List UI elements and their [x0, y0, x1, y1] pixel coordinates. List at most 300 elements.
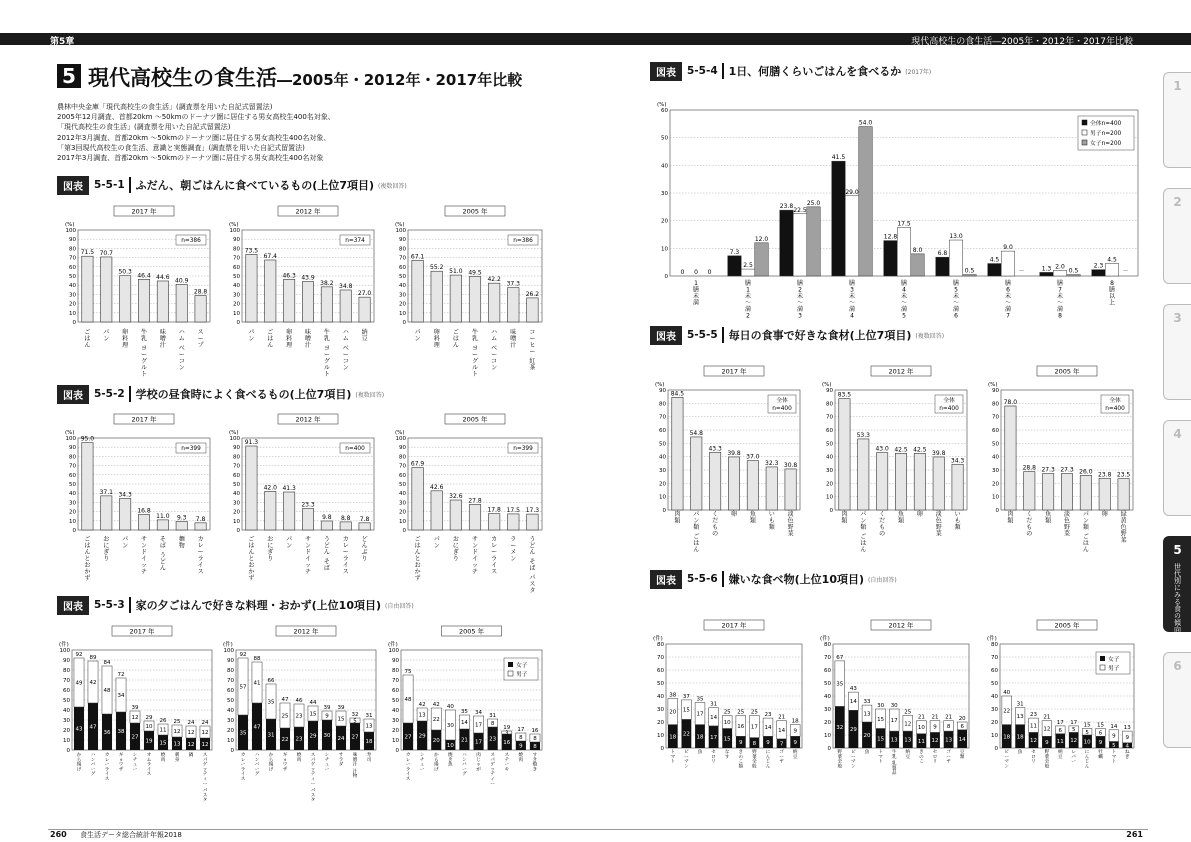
data-label-total: 17 [517, 727, 525, 733]
data-label-female: 9 [1098, 740, 1103, 747]
category-label: ー [510, 542, 517, 550]
y-tick-label: 60 [399, 264, 406, 271]
category-label: セ [711, 750, 716, 755]
category-label: 司 [366, 757, 372, 763]
category-label: チ [419, 757, 425, 763]
category-label: 類 [768, 524, 775, 531]
category-label: ン [471, 542, 479, 550]
data-label-female: 23 [489, 736, 497, 743]
y-tick-label: 80 [991, 642, 998, 648]
category-label: ー [405, 762, 411, 768]
data-label-total: 26 [159, 718, 167, 724]
bar-total [1092, 270, 1106, 276]
category-label: カ [405, 753, 411, 758]
y-tick-label: 90 [826, 388, 833, 394]
data-label-male: 15 [337, 716, 345, 723]
data-label: 44.6 [156, 273, 170, 281]
category-label: パ [103, 329, 110, 336]
category-label: ン [304, 542, 312, 550]
category-label: ー [462, 767, 467, 773]
category-label: 3 [850, 286, 854, 294]
category-label: ら [76, 757, 82, 763]
data-label: 43.3 [708, 445, 722, 453]
y-tick-label: 40 [392, 708, 399, 714]
y-tick-label: 50 [659, 441, 666, 448]
y-tick-label: 20 [824, 720, 831, 726]
bar [82, 256, 93, 322]
y-axis-unit: (件) [59, 642, 69, 648]
data-label-total: 21 [945, 714, 953, 721]
y-tick-label: 0 [402, 528, 406, 534]
category-label: ー [851, 754, 856, 760]
bar [450, 275, 461, 322]
data-label-total: 92 [239, 652, 247, 658]
data-label: 12.8 [883, 233, 898, 241]
legend-swatch [1082, 120, 1087, 125]
data-label-female: 9 [766, 740, 770, 747]
category-label: も [954, 517, 961, 525]
y-tick-label: 60 [661, 108, 668, 114]
category-label: ～ [848, 299, 856, 307]
title-sub: ―2005年・2012年・2017年比較 [277, 71, 523, 89]
side-tab-5[interactable] [1163, 536, 1191, 632]
page-number-right: 261 [1126, 830, 1143, 839]
n-label: n=400 [1105, 406, 1125, 412]
y-tick-label: 30 [233, 292, 240, 299]
data-label-total: 24 [187, 720, 195, 726]
side-tab-5-text: 世代別にみる食の傾向 [1173, 563, 1182, 633]
fig-title: 毎日の食事で好きな食材(上位7項目) [728, 329, 912, 342]
data-label: 0 [694, 269, 698, 276]
category-label: パ [433, 536, 440, 543]
data-label-male: 48 [404, 697, 412, 703]
y-tick-label: 0 [236, 528, 240, 534]
fig-note: (2017年) [905, 68, 932, 76]
category-label: 未 [744, 293, 752, 300]
data-label-female: 12 [1030, 738, 1037, 745]
category-label: ッ [490, 767, 495, 773]
category-label: 6 [954, 312, 958, 320]
intro-line: 農林中央金庫「現代高校生の食生活」(調査票を用いた自記式留置法) [57, 103, 273, 111]
data-label-male: 22 [1003, 708, 1011, 715]
bar [321, 287, 332, 322]
category-label: ー [779, 754, 784, 760]
category-label: ー [90, 767, 96, 773]
category-label: ん [1082, 546, 1089, 554]
category-label: じ [765, 759, 771, 765]
category-label: ハ [178, 329, 185, 336]
y-tick-label: 40 [399, 491, 406, 498]
data-label-total: 31 [365, 713, 373, 719]
category-label: ウ [282, 762, 288, 768]
category-label: 1 [694, 280, 698, 287]
category-label: ト [140, 371, 148, 378]
data-label-female: 12 [187, 742, 195, 748]
y-tick-label: 50 [824, 681, 831, 687]
category-label: 未 [848, 293, 856, 300]
data-label-total: 40 [446, 704, 454, 710]
category-label: だ [712, 517, 719, 525]
category-label: 4 [850, 312, 854, 320]
category-label: ー [104, 762, 110, 768]
category-label: 乳 [140, 335, 148, 343]
y-tick-label: 70 [399, 255, 406, 262]
bar [508, 514, 519, 530]
category-label: ぎ [1124, 754, 1130, 760]
category-label: も [879, 524, 886, 531]
category-label: マ [851, 759, 856, 765]
category-label: ン [1082, 517, 1089, 525]
y-axis-unit: (%) [655, 382, 665, 388]
data-label: 42.2 [487, 276, 501, 284]
category-label: お [103, 536, 110, 543]
data-label-female: 32 [836, 725, 844, 732]
category-label: 乳 [323, 335, 330, 343]
category-label: ら [268, 757, 274, 763]
category-label: 類 [1082, 524, 1089, 531]
category-label: 全 [752, 759, 757, 765]
y-tick-label: 10 [399, 310, 406, 317]
category-label: サ [304, 536, 312, 543]
legend-label: 男子 [1108, 666, 1120, 672]
category-label: 野 [787, 524, 794, 531]
data-label-male: 12 [1043, 726, 1051, 733]
category-label: リ [1031, 759, 1036, 765]
bar [527, 298, 538, 322]
category-label: い [768, 511, 775, 518]
category-label: 5 [954, 286, 958, 294]
data-label-male: 8 [519, 735, 523, 741]
category-label: 豆 [1057, 754, 1063, 760]
y-tick-label: 40 [227, 708, 234, 714]
category-label: ご [1082, 533, 1089, 541]
category-label: 菜 [787, 530, 794, 538]
data-label-female: 21 [460, 737, 468, 744]
data-label: 27.0 [357, 290, 372, 298]
category-label: ィ [310, 777, 316, 782]
data-label: 2.0 [1055, 263, 1065, 271]
category-label: く [712, 511, 719, 518]
category-label: 般 [837, 764, 843, 770]
category-label: 黄 [1120, 517, 1127, 525]
category-label: パ [693, 511, 700, 518]
category-label: 納 [361, 329, 368, 336]
category-label: ー [504, 762, 510, 768]
fig-number: 5-5-4 [687, 65, 718, 77]
category-label: ん [361, 542, 368, 550]
category-label: ン [286, 542, 293, 550]
category-label: シ [419, 753, 425, 758]
category-label: 牡 [1098, 750, 1103, 755]
category-label: と [84, 555, 91, 563]
category-label: お [267, 536, 274, 543]
category-label: ン [684, 764, 689, 770]
side-tab-1[interactable]: 1 [1163, 72, 1191, 168]
y-tick-label: 10 [69, 518, 76, 525]
category-label: 色 [935, 517, 942, 525]
category-label: ご [414, 536, 421, 543]
data-label: 9.3 [176, 514, 187, 522]
category-label: だ [1026, 517, 1033, 525]
category-label: パ [248, 329, 255, 336]
data-label-male: 15 [309, 711, 317, 718]
data-label-male: 49 [75, 680, 83, 687]
category-label: 5 [902, 312, 906, 320]
data-label: 4.5 [989, 256, 1000, 264]
data-label: 42.6 [430, 483, 444, 491]
category-label: ス [490, 753, 495, 758]
data-label-total: 35 [696, 696, 704, 703]
y-tick-label: 30 [227, 718, 234, 724]
legend-label: 女子 [516, 663, 528, 669]
data-label-female: 29 [418, 733, 426, 740]
category-label: の [879, 530, 886, 538]
legend-swatch-female [1100, 656, 1105, 661]
side-tab-4[interactable]: 4 [1163, 420, 1191, 516]
category-label: ピ [684, 750, 689, 755]
y-tick-label: 80 [392, 668, 399, 674]
category-label: 野 [1120, 530, 1127, 538]
bar-total [1040, 272, 1054, 276]
data-label: 42.5 [913, 446, 927, 454]
category-label: 菜 [1120, 537, 1127, 544]
y-tick-label: 70 [69, 255, 76, 262]
category-label: ベ [178, 345, 185, 352]
category-label: ば [323, 565, 330, 572]
category-label: リ [711, 759, 716, 765]
data-label-male: 14 [778, 727, 786, 734]
y-tick-label: 50 [233, 482, 240, 488]
bar-male [741, 269, 755, 276]
category-label: ン [462, 757, 467, 763]
side-tab-5-num: 5 [1173, 543, 1182, 557]
data-label-total: 38 [669, 692, 677, 699]
category-label: 製 [891, 766, 897, 772]
data-label-female: 30 [323, 733, 331, 739]
category-label: 焼 [448, 753, 453, 758]
y-tick-label: 100 [229, 228, 240, 234]
category-label: 鍋 [188, 753, 194, 758]
category-label: か [414, 568, 421, 576]
data-label-male: 14 [460, 720, 468, 726]
category-label: に [267, 542, 274, 550]
y-tick-label: 60 [69, 472, 76, 479]
category-label: 野 [1044, 750, 1050, 755]
panel-year-label: 2012 年 [293, 627, 319, 636]
data-label: 13.0 [949, 233, 963, 241]
data-label: 25.0 [806, 199, 821, 207]
category-label: ら [433, 757, 439, 763]
category-label: こ [919, 759, 924, 765]
data-label-male: 8 [946, 723, 951, 730]
category-label: り [103, 555, 110, 563]
category-label: マ [1111, 754, 1117, 760]
fig-title: 1日、何膳くらいごはんを食べるか [728, 65, 902, 78]
category-label: ー [1004, 754, 1010, 760]
category-label: ぎ [452, 549, 459, 556]
category-label: ー [323, 351, 330, 359]
data-label: 46.3 [282, 272, 296, 280]
category-label: レ [342, 542, 349, 550]
category-label: 品 [891, 771, 897, 777]
category-label: 未 [900, 293, 908, 300]
side-tab-2[interactable]: 2 [1163, 188, 1191, 284]
category-label: の [712, 530, 719, 538]
y-tick-label: 80 [824, 642, 831, 648]
category-label: 野 [935, 524, 942, 531]
category-label: ム [178, 335, 185, 343]
category-label: ヨ [140, 345, 148, 352]
category-label: か [76, 753, 82, 758]
data-label-male: 42 [89, 680, 97, 686]
category-label: ラ [405, 767, 411, 773]
category-label: ド [304, 549, 312, 556]
data-label-female: 24 [337, 736, 345, 742]
data-label-male: 34 [117, 693, 125, 699]
category-label: は [414, 542, 421, 550]
category-label: ト [1111, 750, 1117, 755]
page-number-left: 260 [50, 830, 67, 839]
category-label: バ [1071, 754, 1077, 760]
category-label: ー [202, 781, 208, 787]
data-label-male: 13 [365, 723, 373, 730]
y-tick-label: 50 [661, 135, 668, 142]
category-label: ン [510, 555, 517, 563]
bar [431, 491, 442, 530]
data-label: 40.9 [175, 277, 189, 285]
bar [138, 279, 149, 322]
y-tick-label: 80 [69, 454, 76, 461]
panel-year-label: 2005 年 [462, 207, 488, 216]
category-label: パ [310, 788, 316, 794]
category-label: ド [140, 549, 148, 556]
category-label: 乳 [891, 761, 897, 767]
y-tick-label: 20 [826, 481, 833, 488]
category-label: 類 [749, 517, 756, 525]
category-label: グ [90, 772, 96, 778]
data-label: 27.3 [1060, 466, 1074, 474]
category-label: 全 [1044, 759, 1050, 765]
data-label-male: 15 [877, 716, 885, 723]
y-axis-unit: (件) [987, 636, 997, 642]
category-label: レ [240, 757, 246, 763]
data-label: 37.1 [99, 488, 113, 496]
data-label-male: 17 [475, 722, 483, 729]
y-tick-label: 90 [63, 658, 70, 664]
data-label: 37.0 [746, 453, 760, 461]
data-label: 95.0 [80, 435, 95, 443]
category-label: カ [240, 753, 246, 758]
category-label: ス [504, 753, 510, 758]
side-tab-3[interactable]: 3 [1163, 304, 1191, 400]
category-label: メ [510, 549, 517, 556]
bar [195, 296, 206, 322]
category-label: 色 [787, 517, 794, 525]
data-label: 0.5 [964, 267, 975, 275]
category-label: り [267, 555, 274, 563]
category-label: ン [90, 757, 96, 763]
category-label: イ [240, 772, 246, 778]
category-label: ス [197, 329, 204, 336]
legend-label: 女子n=200 [1090, 141, 1122, 147]
category-label: 乳 [471, 335, 479, 343]
data-label: 55.2 [430, 264, 444, 272]
data-label-male: 8 [533, 736, 537, 742]
category-label: 色 [1063, 517, 1071, 525]
y-tick-label: 80 [227, 668, 234, 674]
y-tick-label: 30 [233, 500, 240, 507]
y-tick-label: 20 [992, 481, 999, 488]
data-label: 32.3 [765, 459, 779, 467]
category-label: ン [254, 757, 260, 763]
category-label: 肉 [518, 757, 524, 763]
category-label: ッ [471, 562, 479, 569]
category-label: ギ [282, 753, 288, 758]
category-label: 肉 [841, 511, 848, 518]
category-label: ゴ [779, 750, 784, 755]
category-label: ー [310, 781, 316, 787]
category-label: ラ [146, 762, 152, 768]
bar [876, 453, 887, 510]
category-label: 卵 [730, 511, 738, 518]
y-tick-label: 10 [661, 246, 668, 253]
category-label: は [84, 542, 91, 550]
panel-year-label: 2017 年 [129, 627, 155, 636]
category-label: 類 [897, 517, 905, 525]
fig-tag: 図表 [650, 326, 682, 345]
y-tick-label: 100 [59, 648, 70, 654]
data-label: 12.0 [754, 235, 769, 243]
category-label: 物 [178, 542, 185, 550]
category-label: シ [132, 753, 138, 758]
category-label: ン [433, 542, 440, 550]
y-tick-label: 40 [233, 283, 240, 290]
data-label: 17.5 [897, 220, 911, 228]
data-label-female: 8 [752, 740, 757, 747]
y-tick-label: 20 [63, 728, 70, 734]
category-label: 乳 [891, 754, 897, 760]
data-label-total: 92 [75, 652, 83, 658]
legend-swatch-male [508, 671, 513, 676]
data-label: 38.2 [320, 279, 334, 287]
data-label-male: 6 [1058, 727, 1063, 734]
data-label-female: 9 [793, 740, 797, 747]
data-label-male: 15 [682, 707, 690, 714]
data-label-female: 35 [239, 730, 247, 737]
y-axis-unit: (%) [229, 222, 239, 228]
category-label: ッ [140, 562, 148, 569]
category-label: そ [159, 536, 166, 543]
category-label: も [712, 524, 719, 531]
panel-year-label: 2017 年 [131, 207, 157, 216]
data-label-total: 15 [1097, 722, 1104, 729]
data-label: 8.8 [340, 514, 351, 522]
category-label: ん [529, 549, 536, 556]
data-label: 53.3 [856, 431, 870, 439]
category-label: ロ [711, 754, 716, 760]
fig-tag: 図表 [57, 385, 89, 404]
bar [728, 457, 739, 510]
category-label: コ [178, 358, 185, 365]
y-tick-label: 80 [657, 642, 664, 648]
bar [1080, 475, 1091, 510]
category-label: ウ [118, 762, 124, 768]
fig-number: 5-5-3 [94, 599, 125, 611]
category-label: 膳 [952, 280, 960, 287]
y-tick-label: 60 [392, 688, 399, 694]
category-label: 類 [738, 764, 744, 770]
side-tab-6[interactable]: 6 [1163, 652, 1191, 748]
